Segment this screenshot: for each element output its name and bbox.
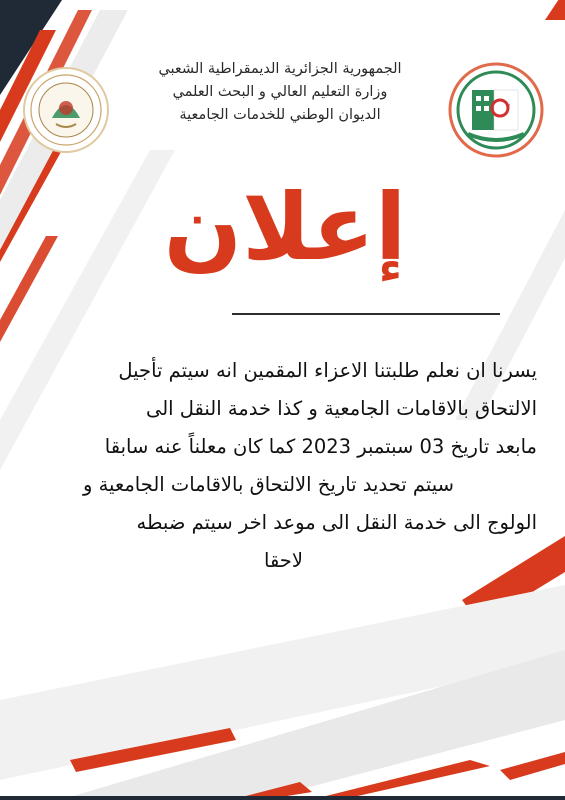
body-line: لاحقا [264, 549, 303, 572]
announcement-title: إعلان [163, 174, 407, 281]
stripe-red [0, 236, 58, 342]
body-line: الولوج الى خدمة النقل الى موعد اخر سيتم ضبطه [136, 511, 537, 534]
announcement-body [30, 352, 537, 580]
body-line: سيتم تحديد تاريخ الالتحاق بالاقامات الجامعية و [82, 473, 454, 496]
national-seal-icon [22, 66, 110, 154]
letterhead-text [130, 58, 430, 127]
ministry-name: وزارة التعليم العالي و البحث العلمي [172, 84, 388, 100]
bottom-border [0, 796, 565, 800]
stripe-red [500, 752, 565, 780]
title-divider [232, 313, 500, 315]
office-name: الديوان الوطني للخدمات الجامعية [179, 107, 381, 123]
country-name: الجمهورية الجزائرية الديمقراطية الشعبي [158, 61, 402, 77]
onou-logo-icon [448, 62, 544, 158]
body-line: مابعد تاريخ 03 سبتمبر 2023 كما كان معلناً عنه سابقا [104, 435, 537, 458]
body-line: يسرنا ان نعلم طلبتنا الاعزاء المقمين انه سيتم تأجيل [118, 359, 537, 382]
letterhead [0, 58, 565, 148]
stripe-red [545, 0, 565, 20]
body-line: الالتحاق بالاقامات الجامعية و كذا خدمة النقل الى [145, 397, 537, 420]
